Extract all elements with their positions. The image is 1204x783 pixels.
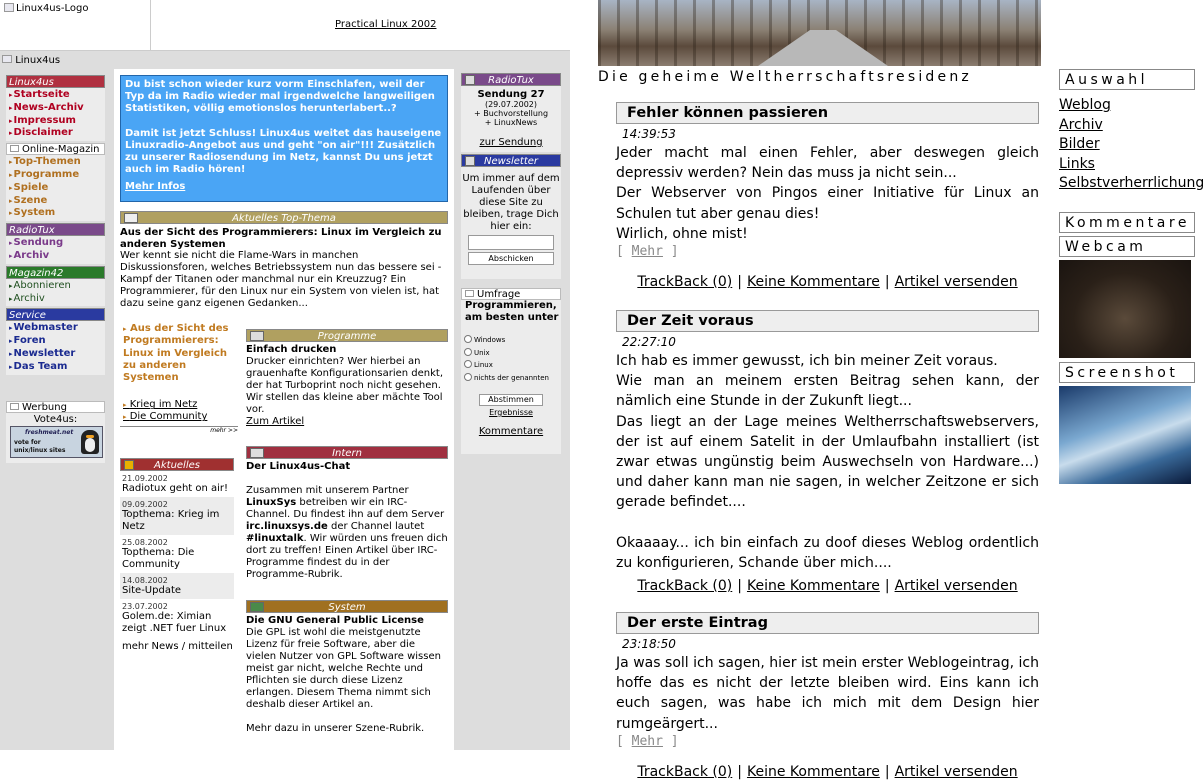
- nav-item[interactable]: ▸ Startseite: [9, 89, 102, 102]
- abstimmen-button[interactable]: Abstimmen: [479, 394, 543, 406]
- intern-bold-3: #linuxtalk: [246, 533, 304, 544]
- programme-section: [246, 329, 448, 428]
- werbung-title: Werbung: [22, 402, 67, 413]
- mehr-link[interactable]: mehr >>: [120, 426, 238, 434]
- mehr-label: Mehr: [631, 244, 663, 260]
- nav-item[interactable]: ▸ Webmaster: [9, 322, 102, 335]
- main-column: [114, 69, 454, 750]
- news-text: Topthema: Krieg im Netz: [122, 509, 220, 532]
- broken-image-icon: [10, 403, 19, 410]
- artikel-versenden-link[interactable]: Artikel versenden: [894, 763, 1018, 780]
- szene-rubrik-link[interactable]: Mehr dazu in unserer Szene-Rubrik.: [246, 723, 425, 734]
- sendung-title: Sendung 27: [477, 89, 545, 100]
- newsletter-email-input[interactable]: [468, 235, 554, 250]
- radiotux-header: [461, 73, 561, 86]
- system-section: [246, 600, 448, 735]
- monitor-icon: [250, 331, 264, 341]
- separator: |: [737, 578, 742, 595]
- news-date: 23.07.2002: [122, 602, 168, 611]
- news-text: Radiotux geht on air!: [122, 483, 229, 494]
- sidebar-link[interactable]: Selbstverherrlichung: [1059, 175, 1204, 191]
- weblog-page: [596, 0, 1204, 780]
- programme-body: Drucker einrichten? Wer hierbei an grauenhafte Konfigurationsarien denkt, der hat Turboprint noch nicht gesehen. Wir stellen das kleine aber mächte Tool vor.: [246, 356, 443, 415]
- auswahl-heading: Auswahl: [1059, 69, 1195, 90]
- post-paragraph: [616, 513, 1039, 533]
- nav-box-4: [6, 321, 105, 374]
- programme-header: [246, 329, 448, 342]
- sidebar-link[interactable]: Links: [1059, 155, 1095, 172]
- mehr-label: Mehr: [631, 733, 663, 749]
- screenshot-image[interactable]: [1059, 386, 1191, 484]
- poll-option-label: nichts der genannten: [474, 373, 549, 382]
- post-title: Fehler können passieren: [616, 102, 1039, 124]
- separator: |: [884, 578, 890, 595]
- nav-header-3: Magazin42: [6, 266, 105, 279]
- news-date: 25.08.2002: [122, 538, 168, 547]
- blog-post: [616, 310, 1039, 597]
- post-actions: [616, 761, 1039, 783]
- top-thema-links: [120, 323, 238, 447]
- left-right-column: [461, 73, 561, 454]
- newsletter-header-label: Newsletter: [483, 156, 539, 167]
- tux-icon: [81, 430, 99, 454]
- intern-body-3: der Channel lautet: [327, 521, 425, 532]
- poll-option[interactable]: [461, 359, 561, 372]
- header-photo: [598, 0, 1041, 66]
- nav-item[interactable]: ▸ System: [9, 207, 102, 220]
- envelope-icon: [465, 156, 475, 166]
- post-time: 22:27:10: [622, 335, 676, 349]
- nav-item[interactable]: ▸ Archiv: [9, 250, 102, 263]
- post-paragraph: Ich hab es immer gewusst, ich bin meiner Zeit voraus.: [616, 353, 998, 369]
- separator: |: [737, 763, 742, 780]
- die-community-label: Die Community: [129, 411, 208, 423]
- poll-option-label: Unix: [474, 348, 490, 357]
- bracket-close: ]: [670, 244, 679, 260]
- newsletter-header: [461, 154, 561, 167]
- arrow-icon: ▸: [123, 401, 127, 410]
- news-item[interactable]: [120, 497, 234, 535]
- nav-tab-1: [6, 143, 105, 155]
- ergebnisse-link[interactable]: Ergebnisse: [489, 408, 533, 417]
- post-body: [616, 143, 1039, 244]
- post-paragraph: Das liegt an der Lage meines Weltherrschaftswebservers, der ist auf einem Satelit in der Umlaufbahn installiert (ist zwar etwas ungünstig beim Auswechseln von Hardware...) und daher kann man nie sagen, in welcher Zeitzone er sich gerade befindet....: [616, 413, 1039, 511]
- kommentare-link[interactable]: Keine Kommentare: [746, 274, 880, 291]
- trackback-link[interactable]: TrackBack (0): [637, 274, 733, 291]
- post-paragraph: Der Webserver von Pingos einer Initiative für Linux an Schulen tut aber genau dies!: [616, 185, 1039, 222]
- logo-alt-text: Linux4us-Logo: [16, 3, 89, 14]
- post-actions: [616, 271, 1039, 293]
- sendung-date: (29.07.2002): [484, 100, 538, 109]
- umfrage-tab: [461, 288, 561, 300]
- poll-option[interactable]: [461, 334, 561, 347]
- poll-option-label: Linux: [474, 361, 493, 369]
- broken-image-icon: [10, 145, 19, 152]
- nav-item[interactable]: ▸ Das Team: [9, 361, 102, 374]
- poll-option-label: Windows: [474, 336, 506, 344]
- umfrage-tab-label: Umfrage: [477, 289, 521, 300]
- programme-title: Einfach drucken: [246, 344, 337, 355]
- mehr-news-link[interactable]: mehr News / mitteilen: [122, 641, 233, 652]
- trackback-link[interactable]: TrackBack (0): [637, 578, 733, 595]
- nav-box-2: [6, 236, 105, 264]
- zum-artikel-link[interactable]: Zum Artikel: [246, 416, 305, 427]
- top-thema-link-main-label: Aus der Sicht des Programmierers: Linux im Vergleich zu anderen Systemen: [123, 323, 229, 384]
- post-body: [616, 351, 1039, 573]
- kommentare-heading: Kommentare: [1059, 212, 1195, 233]
- news-text: Site-Update: [122, 585, 182, 596]
- umfrage-box: [461, 288, 561, 454]
- post-title: Der erste Eintrag: [616, 612, 1039, 634]
- post-paragraph: Wie man an meinem ersten Beitrag sehen kann, der nämlich eine Stunde in der Zukunft liegt...: [616, 373, 1039, 410]
- system-body: Die GPL ist wohl die meistgenutzte Lizenz für freie Software, aber die vielen Nutzer von GPL Software wissen meist gar nicht, welche Rechte und Pflichten sie durch diese Lizenz erlangen. Diesem Thema nimmt sich deshalb dieser Artikel an.: [246, 627, 441, 710]
- nav-box-3: [6, 279, 105, 307]
- news-item[interactable]: [120, 535, 234, 573]
- screenshot-heading: Screenshot: [1059, 362, 1195, 383]
- newsletter-text: Um immer auf dem Laufenden über diese Site zu bleiben, trage Dich hier ein:: [462, 173, 560, 232]
- blog-post: [616, 102, 1039, 293]
- werbung-box: [6, 401, 105, 463]
- nav-item[interactable]: ▸ Top-Themen: [9, 156, 102, 169]
- nav-box-0: [6, 88, 105, 141]
- bracket-open: [: [616, 733, 624, 749]
- nav-item[interactable]: ▸ Archiv: [9, 293, 102, 306]
- programme-header-label: Programme: [317, 331, 377, 342]
- radio-button[interactable]: [464, 360, 472, 368]
- top-thema-section: [120, 211, 448, 310]
- news-date: 14.08.2002: [122, 576, 168, 585]
- news-item[interactable]: [120, 599, 234, 637]
- kommentare-link[interactable]: Keine Kommentare: [746, 763, 880, 780]
- banner-line-1: freshmeat.net: [25, 429, 74, 436]
- aktuelles-list: [120, 471, 234, 637]
- nav-item[interactable]: ▸ Abonnieren: [9, 280, 102, 293]
- nav-item[interactable]: ▸ Szene: [9, 195, 102, 208]
- blog-post: [616, 612, 1039, 783]
- chip-icon: [250, 602, 264, 612]
- nav-item[interactable]: ▸ Impressum: [9, 115, 102, 128]
- broken-image-icon: [2, 55, 12, 63]
- top-bar: [0, 0, 570, 51]
- banner-line-3: unix/linux sites: [14, 447, 66, 454]
- sidebar: [1059, 69, 1204, 484]
- vote4us-label: Vote4us:: [33, 414, 78, 425]
- post-paragraph: Jeder macht mal einen Fehler, aber deswegen gleich depressiv werden? Nein das muss ja nicht sein...: [616, 145, 1039, 182]
- kommentare-link[interactable]: Kommentare: [478, 426, 544, 437]
- post-actions: [616, 575, 1039, 597]
- aktuelles-section: [120, 458, 234, 653]
- sendung-item-1: + Buchvorstellung: [473, 109, 549, 118]
- radio-button[interactable]: [464, 373, 472, 381]
- logo-cell: [0, 0, 151, 51]
- mehr-infos-link[interactable]: Mehr Infos: [125, 181, 186, 193]
- system-header-label: System: [328, 602, 366, 613]
- krieg-im-netz-label: Krieg im Netz: [129, 399, 198, 411]
- sidebar-link[interactable]: Archiv: [1059, 116, 1103, 133]
- nav-header-0: Linux4us: [6, 75, 105, 88]
- nav-item[interactable]: ▸ Foren: [9, 335, 102, 348]
- poll-option[interactable]: [461, 372, 561, 385]
- nav-item[interactable]: ▸ Programme: [9, 169, 102, 182]
- pencil-icon: [124, 213, 138, 223]
- broken-image-icon: [465, 290, 474, 297]
- bracket-close: ]: [670, 733, 679, 749]
- sendung-item-2: + LinuxNews: [484, 118, 538, 127]
- intern-body-4: . Wir würden uns freuen dich dort zu treffen! Einen Artikel über IRC-Programme findest du in der Programme-Rubrik.: [246, 533, 448, 580]
- warning-icon: [124, 460, 134, 470]
- post-paragraph: Ja was soll ich sagen, hier ist mein erster Weblogeintrag, ich hoffe das es nicht der letzte bleiben wird. Eins kann ich euch sagen, was habe ich mich mit dem Design hier rumgeärgert...: [616, 655, 1039, 732]
- intern-bold-2: irc.linuxsys.de: [246, 521, 328, 532]
- sidebar-link[interactable]: Bilder: [1059, 136, 1100, 152]
- webcam-heading: Webcam: [1059, 236, 1195, 257]
- news-text: Topthema: Die Community: [122, 547, 195, 570]
- separator: |: [884, 763, 890, 780]
- banner-line-2: vote for: [14, 439, 41, 446]
- arrow-icon: ▸: [123, 325, 127, 333]
- werbung-tab: [6, 401, 105, 413]
- practical-linux-link[interactable]: Practical Linux 2002: [335, 19, 437, 30]
- broken-image-icon: [4, 3, 14, 12]
- artikel-versenden-link[interactable]: Artikel versenden: [894, 274, 1018, 291]
- aktuelles-header: [120, 458, 234, 471]
- radiotux-header-label: RadioTux: [488, 75, 534, 86]
- system-header: [246, 600, 448, 613]
- nav-item[interactable]: ▸ Sendung: [9, 237, 102, 250]
- krieg-im-netz-link[interactable]: [120, 399, 238, 410]
- zur-sendung-link[interactable]: zur Sendung: [479, 137, 543, 148]
- nav-tab-label: Online-Magazin: [22, 144, 100, 156]
- post-title: Der Zeit voraus: [616, 310, 1039, 332]
- intern-body-1: Zusammen mit unserem Partner: [246, 485, 409, 496]
- site-tagline: Die geheime Weltherrschaftsresidenz: [598, 69, 972, 85]
- nav-box-1: [6, 155, 105, 221]
- arrow-icon: ▸: [123, 413, 127, 422]
- top-thema-body: Wer kennt sie nicht die Flame-Wars in manchen Diskussionsforen, welches Betriebssystem nun das bessere sei - Kampf der Titanen oder manchmal nur ein Kreuzzug? Ein Programmierer, für den Linux nur ein System von vielen ist, hat dazu seine ganz eigenen Gedanken...: [120, 250, 442, 310]
- post-paragraph: Okaaaay... ich bin einfach zu doof dieses Weblog ordentlich zu konfigurieren, Schande über mich....: [616, 534, 1039, 572]
- die-community-link[interactable]: [120, 411, 238, 422]
- linux4us-tab: [0, 51, 570, 64]
- post-time: 23:18:50: [622, 637, 676, 651]
- news-item[interactable]: [120, 471, 234, 497]
- trackback-link[interactable]: TrackBack (0): [637, 763, 733, 780]
- nav-item[interactable]: ▸ Disclaimer: [9, 127, 102, 140]
- mehr-link[interactable]: [616, 734, 1039, 754]
- nav-item[interactable]: ▸ Newsletter: [9, 348, 102, 361]
- sidebar-links: [1059, 96, 1204, 194]
- intern-header: [246, 446, 448, 459]
- news-text: Golem.de: Ximian zeigt .NET fuer Linux: [122, 611, 227, 634]
- nav-item[interactable]: ▸ Spiele: [9, 182, 102, 195]
- radio-button[interactable]: [464, 348, 472, 356]
- system-title: Die GNU General Public License: [246, 615, 424, 626]
- top-thema-header: [120, 211, 448, 224]
- radiotux-box: [461, 73, 561, 152]
- intern-body: [246, 485, 448, 581]
- intern-title: Der Linux4us-Chat: [246, 461, 351, 472]
- top-thema-title: Aus der Sicht des Programmierers: Linux im Vergleich zu anderen Systemen: [120, 227, 442, 250]
- umfrage-options: [461, 334, 561, 384]
- post-time: 14:39:53: [622, 127, 676, 141]
- document-icon: [250, 448, 264, 458]
- promo-text-1: Du bist schon wieder kurz vorm Einschlafen, weil der Typ da im Radio wieder mal irgendwelche langweiligen Statistiken, völlig emotionslos herunterlabert..?: [125, 79, 435, 115]
- webcam-image[interactable]: [1059, 260, 1191, 358]
- kommentare-link[interactable]: Keine Kommentare: [746, 578, 880, 595]
- news-item[interactable]: [120, 573, 234, 599]
- promo-text-2: Damit ist jetzt Schluss! Linux4us weitet das hauseigene Linuxradio-Angebot aus und geht "on air"!!! Zusätzlich zu unserer Radiosendung im Netz, kannst Du uns jetzt auch im Radio hören!: [125, 127, 442, 176]
- nav-header-2: RadioTux: [6, 223, 105, 236]
- top-thema-header-label: Aktuelles Top-Thema: [232, 213, 336, 224]
- poll-option[interactable]: [461, 347, 561, 360]
- post-body: [616, 653, 1039, 734]
- freshmeat-vote-banner[interactable]: [10, 426, 103, 458]
- news-date: 09.09.2002: [122, 500, 168, 509]
- tab-label: Linux4us: [15, 55, 61, 66]
- newsletter-box: [461, 154, 561, 279]
- left-pane: [0, 0, 570, 750]
- intern-header-label: Intern: [332, 448, 362, 459]
- left-navigation: [6, 75, 105, 377]
- umfrage-question: Programmieren, am besten unter: [465, 300, 559, 323]
- separator: |: [884, 274, 890, 291]
- separator: |: [737, 274, 742, 291]
- intern-body-2: betreiben wir ein IRC-Channel. Du findest ihn auf dem Server: [246, 497, 445, 520]
- artikel-versenden-link[interactable]: Artikel versenden: [894, 578, 1018, 595]
- radio-icon: [465, 75, 475, 85]
- bracket-open: [: [616, 244, 624, 260]
- nav-header-4: Service: [6, 308, 105, 321]
- intern-section: [246, 446, 448, 581]
- top-thema-link-main[interactable]: [120, 323, 238, 384]
- news-date: 21.09.2002: [122, 474, 168, 483]
- abschicken-button[interactable]: Abschicken: [468, 252, 554, 265]
- aktuelles-header-label: Aktuelles: [154, 460, 200, 471]
- mehr-link[interactable]: [616, 244, 1039, 264]
- intern-bold-1: LinuxSys: [246, 497, 297, 508]
- post-paragraph: Wirlich, ohne mist!: [616, 225, 748, 242]
- radio-promo-box: [120, 75, 448, 202]
- sidebar-link[interactable]: Weblog: [1059, 97, 1111, 113]
- radio-button[interactable]: [464, 335, 472, 343]
- nav-item[interactable]: ▸ News-Archiv: [9, 102, 102, 115]
